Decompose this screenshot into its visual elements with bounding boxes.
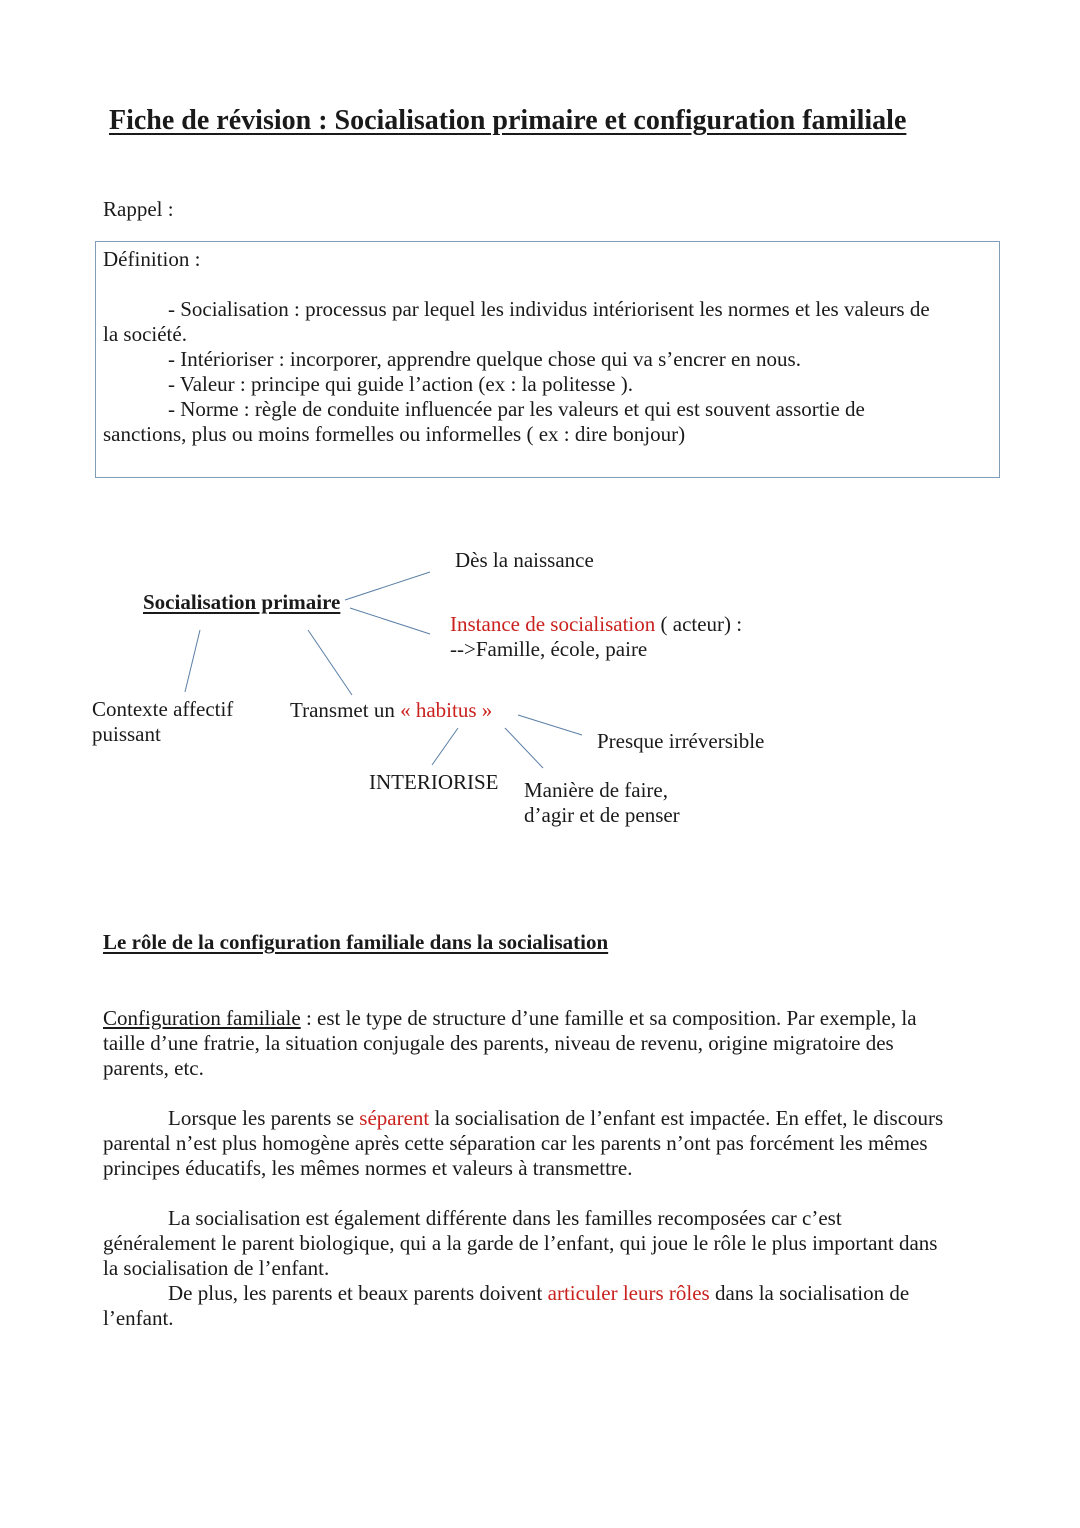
mindmap-node-instance-list: -->Famille, école, paire <box>450 637 648 661</box>
mindmap-node-instance: Instance de socialisation ( acteur) : <box>450 612 743 636</box>
mindmap-center: Socialisation primaire <box>143 590 341 614</box>
connector-line <box>185 630 200 692</box>
mindmap-node-contexte-2: puissant <box>92 722 161 746</box>
config-definition-line: Configuration familiale : est le type de structure d’une famille et sa composition. Par exemple, la <box>103 1006 917 1030</box>
paragraph-line: l’enfant. <box>103 1306 174 1330</box>
mindmap-node-interiorise: INTERIORISE <box>369 770 499 794</box>
mindmap-node-maniere-2: d’agir et de penser <box>524 803 680 827</box>
mindmap-node-habitus: Transmet un « habitus » <box>290 698 493 722</box>
mindmap-node-maniere: Manière de faire, <box>524 778 668 802</box>
connector-line <box>308 630 352 695</box>
paragraph-roles: De plus, les parents et beaux parents doivent articuler leurs rôles dans la socialisation de <box>168 1281 910 1305</box>
paragraph-separation: Lorsque les parents se séparent la socialisation de l’enfant est impactée. En effet, le discours <box>168 1106 944 1130</box>
definition-item: - Socialisation : processus par lequel les individus intériorisent les normes et les valeurs de <box>168 297 930 321</box>
paragraph-line: la socialisation de l’enfant. <box>103 1256 330 1280</box>
paragraph-line: parental n’est plus homogène après cette séparation car les parents n’ont pas forcément les mêmes <box>103 1131 928 1155</box>
connector-line <box>345 572 430 600</box>
definition-heading: Définition : <box>103 247 201 271</box>
mindmap-node-contexte: Contexte affectif <box>92 697 234 721</box>
config-definition-line: parents, etc. <box>103 1056 204 1080</box>
definition-item: - Norme : règle de conduite influencée par les valeurs et qui est souvent assortie de <box>168 397 865 421</box>
definition-item-cont: la société. <box>103 322 187 346</box>
paragraph-line: principes éducatifs, les mêmes normes et valeurs à transmettre. <box>103 1156 633 1180</box>
config-definition-line: taille d’une fratrie, la situation conjugale des parents, niveau de revenu, origine migratoire des <box>103 1031 894 1055</box>
connector-line <box>350 608 430 634</box>
mindmap-node-des-naissance: Dès la naissance <box>455 548 594 572</box>
section-heading: Le rôle de la configuration familiale dans la socialisation <box>103 930 609 954</box>
definition-item: - Valeur : principe qui guide l’action (ex : la politesse ). <box>168 372 633 396</box>
connector-line <box>505 728 543 768</box>
mindmap-node-irreversible: Presque irréversible <box>597 729 765 753</box>
page-title: Fiche de révision : Socialisation primaire et configuration familiale <box>109 105 907 136</box>
definition-item-cont: sanctions, plus ou moins formelles ou informelles ( ex : dire bonjour) <box>103 422 686 446</box>
connector-line <box>432 728 458 765</box>
connector-line <box>518 715 582 735</box>
paragraph-line: généralement le parent biologique, qui a la garde de l’enfant, qui joue le rôle le plus important dans <box>103 1231 938 1255</box>
definition-item: - Intérioriser : incorporer, apprendre quelque chose qui va s’encrer en nous. <box>168 347 801 371</box>
paragraph-recomposees: La socialisation est également différente dans les familles recomposées car c’est <box>168 1206 842 1230</box>
rappel-label: Rappel : <box>103 197 174 221</box>
